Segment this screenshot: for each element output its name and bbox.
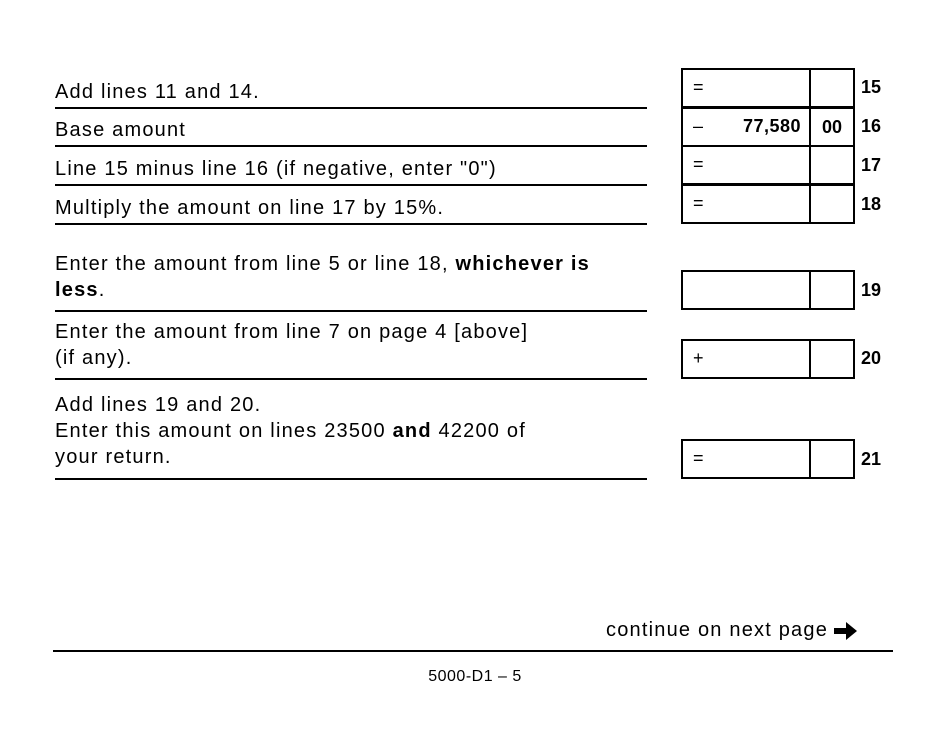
line-18-sign: = [693, 193, 704, 213]
line-16-amount-field[interactable] [681, 107, 855, 147]
line-21-text-a: Add lines 19 and 20. [55, 394, 262, 416]
line-21-dollars[interactable] [683, 441, 811, 477]
line-16-dollars[interactable] [683, 109, 811, 145]
line-21-text-bold: and [392, 420, 432, 442]
line-17-amount-field[interactable] [681, 145, 855, 185]
line-21-label [55, 392, 647, 480]
line-16-text: Base amount [55, 119, 187, 141]
line-21-sign: = [693, 448, 704, 468]
line-20-cents[interactable] [811, 341, 853, 377]
line-19-number: 19 [861, 280, 882, 300]
line-15-dollars[interactable] [683, 70, 811, 106]
line-15-cents[interactable] [811, 70, 853, 106]
line-17-dollars[interactable] [683, 147, 811, 183]
page-identifier: 5000-D1 – 5 [428, 668, 522, 685]
line-17-number: 17 [861, 155, 882, 175]
line-15-text: Add lines 11 and 14. [55, 81, 260, 103]
arrow-right-icon [834, 621, 858, 641]
line-18-amount-field[interactable] [681, 184, 855, 224]
line-15-number: 15 [861, 77, 882, 97]
line-17-sign: = [693, 154, 704, 174]
continue-text: continue on next page [606, 619, 829, 641]
line-19-label [55, 251, 647, 312]
line-21-amount-field[interactable] [681, 439, 855, 479]
line-20-sign: + [693, 348, 704, 368]
line-19-text-a: Enter the amount from line 5 or line 18, [55, 253, 456, 275]
line-18-dollars[interactable] [683, 186, 811, 222]
footer-divider [53, 650, 893, 652]
line-21-text-e: your return. [55, 446, 172, 468]
line-19-dollars[interactable] [683, 272, 811, 308]
line-16-number: 16 [861, 116, 882, 136]
line-21-text-b: Enter this amount on lines 23500 [55, 420, 393, 442]
line-16-label [55, 117, 647, 147]
line-20-label [55, 319, 647, 380]
line-18-text: Multiply the amount on line 17 by 15%. [55, 197, 445, 219]
line-20-text-b: (if any). [55, 347, 133, 369]
continue-notice [606, 619, 858, 642]
line-21-text-d: 42200 of [431, 420, 526, 442]
line-19-text-bold: whichever is less [55, 253, 590, 301]
line-16-sign: – [693, 116, 704, 136]
line-19-text-c: . [98, 279, 106, 301]
line-18-label [55, 195, 647, 225]
line-17-cents[interactable] [811, 147, 853, 183]
line-17-text: Line 15 minus line 16 (if negative, enter "0") [55, 158, 497, 180]
line-20-dollars[interactable] [683, 341, 811, 377]
line-18-number: 18 [861, 194, 882, 214]
line-16-amount: 77,580 [742, 116, 801, 136]
line-15-label [55, 79, 647, 109]
line-20-text-a: Enter the amount from line 7 on page 4 [above] [55, 321, 529, 343]
line-19-cents[interactable] [811, 272, 853, 308]
line-15-amount-field[interactable] [681, 68, 855, 108]
line-21-number: 21 [861, 449, 882, 469]
line-20-number: 20 [861, 348, 882, 368]
line-16-cents[interactable]: 00 [821, 117, 843, 137]
line-21-cents[interactable] [811, 441, 853, 477]
line-17-label [55, 156, 647, 186]
line-20-amount-field[interactable] [681, 339, 855, 379]
line-18-cents[interactable] [811, 186, 853, 222]
line-19-amount-field[interactable] [681, 270, 855, 310]
line-15-sign: = [693, 77, 704, 97]
